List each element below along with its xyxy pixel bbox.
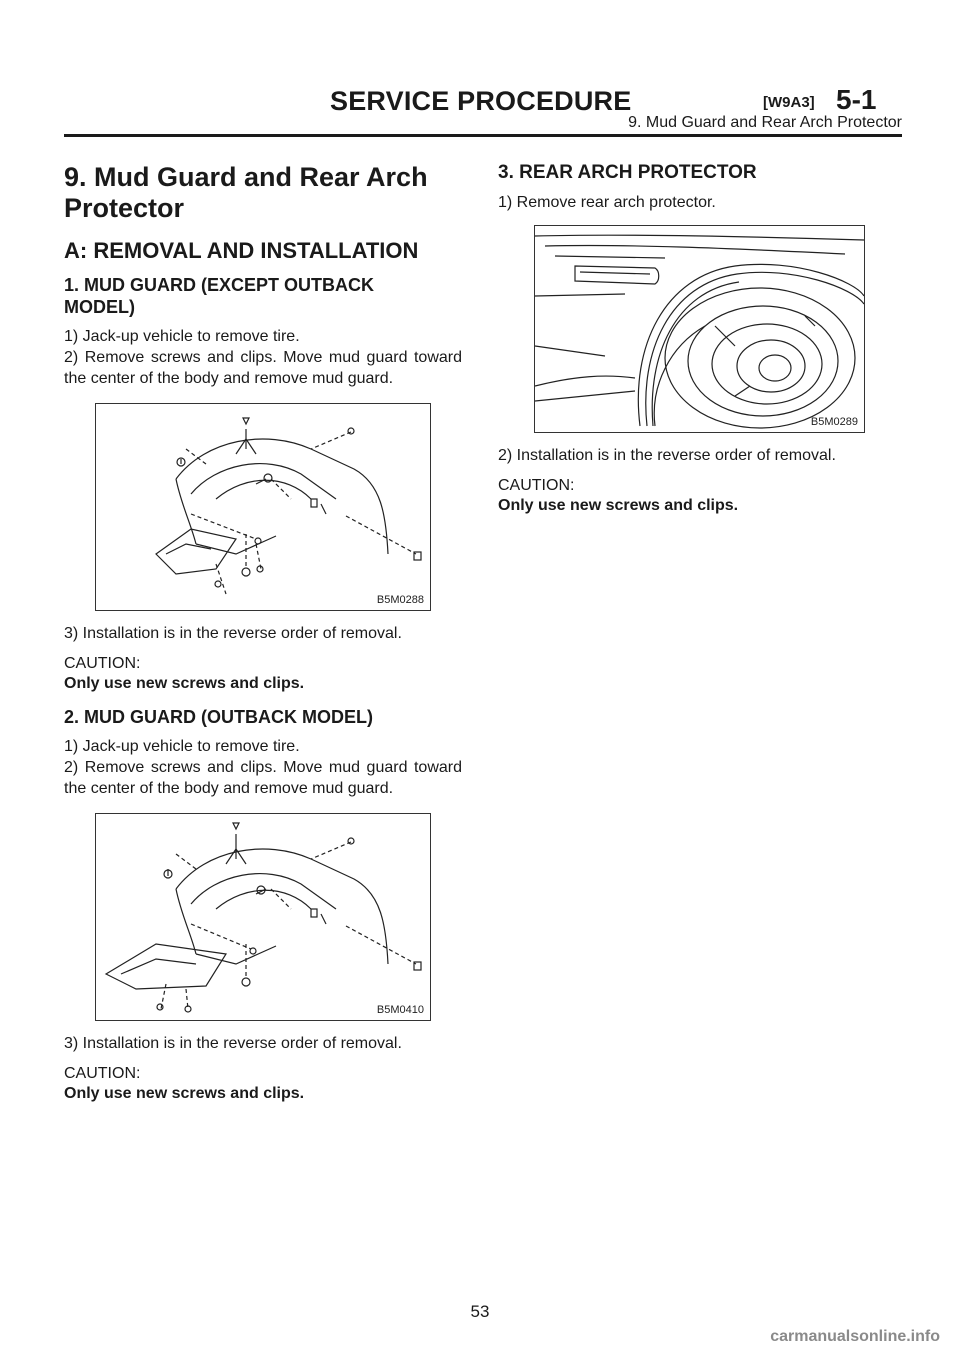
figure-caption-3: B5M0289 — [810, 416, 858, 428]
page-number: 53 — [470, 1302, 490, 1321]
part3-heading: 3. REAR ARCH PROTECTOR — [498, 162, 757, 183]
part1-step2: 2) Remove screws and clips. Move mud guard toward the center of the body and remove mud guard. — [64, 349, 462, 387]
part1-heading-line1: 1. MUD GUARD (EXCEPT OUTBACK — [64, 275, 375, 295]
header-title: SERVICE PROCEDURE — [330, 86, 632, 116]
figure-mud-guard-outback — [95, 813, 431, 1021]
part1-caution-label: CAUTION: — [64, 655, 141, 672]
figure-rear-arch-protector — [534, 225, 865, 433]
part1-heading — [64, 274, 462, 318]
right-column — [498, 162, 902, 516]
part2-step2: 2) Remove screws and clips. Move mud guard toward the center of the body and remove mud guard. — [64, 759, 462, 797]
part1-heading-line2: MODEL) — [64, 297, 135, 317]
part3-caution-label: CAUTION: — [498, 477, 575, 494]
header-chapter: 5-1 — [836, 84, 877, 115]
figure-mud-guard — [95, 403, 431, 611]
subsection-title: A: REMOVAL AND INSTALLATION — [64, 238, 419, 263]
part3-step2: 2) Installation is in the reverse order of removal. — [498, 447, 836, 464]
figure-caption-2: B5M0410 — [376, 1004, 424, 1016]
header-code: [W9A3] — [763, 94, 815, 111]
mud-guard-diagram — [96, 404, 430, 610]
section-title — [64, 162, 462, 224]
part2-caution-text: Only use new screws and clips. — [64, 1085, 305, 1102]
section-title-line1: 9. Mud Guard and Rear Arch — [64, 162, 428, 192]
watermark: carmanualsonline.info — [770, 1328, 940, 1345]
rear-arch-diagram — [535, 226, 864, 432]
part2-caution-label: CAUTION: — [64, 1065, 141, 1082]
part1-step1: 1) Jack-up vehicle to remove tire. — [64, 328, 300, 345]
section-title-line2: Protector — [64, 193, 185, 223]
part3-caution-text: Only use new screws and clips. — [498, 497, 739, 514]
part2-heading: 2. MUD GUARD (OUTBACK MODEL) — [64, 707, 373, 727]
header-subtitle: 9. Mud Guard and Rear Arch Protector — [628, 114, 902, 131]
part2-step3: 3) Installation is in the reverse order of removal. — [64, 1035, 402, 1052]
header-rule — [64, 134, 902, 137]
part1-caution-text: Only use new screws and clips. — [64, 675, 305, 692]
figure-caption-1: B5M0288 — [376, 594, 424, 606]
left-column — [64, 162, 462, 1104]
part2-step1: 1) Jack-up vehicle to remove tire. — [64, 738, 300, 755]
part1-step3: 3) Installation is in the reverse order of removal. — [64, 625, 402, 642]
mud-guard-outback-diagram — [96, 814, 430, 1020]
part3-step1: 1) Remove rear arch protector. — [498, 194, 716, 211]
